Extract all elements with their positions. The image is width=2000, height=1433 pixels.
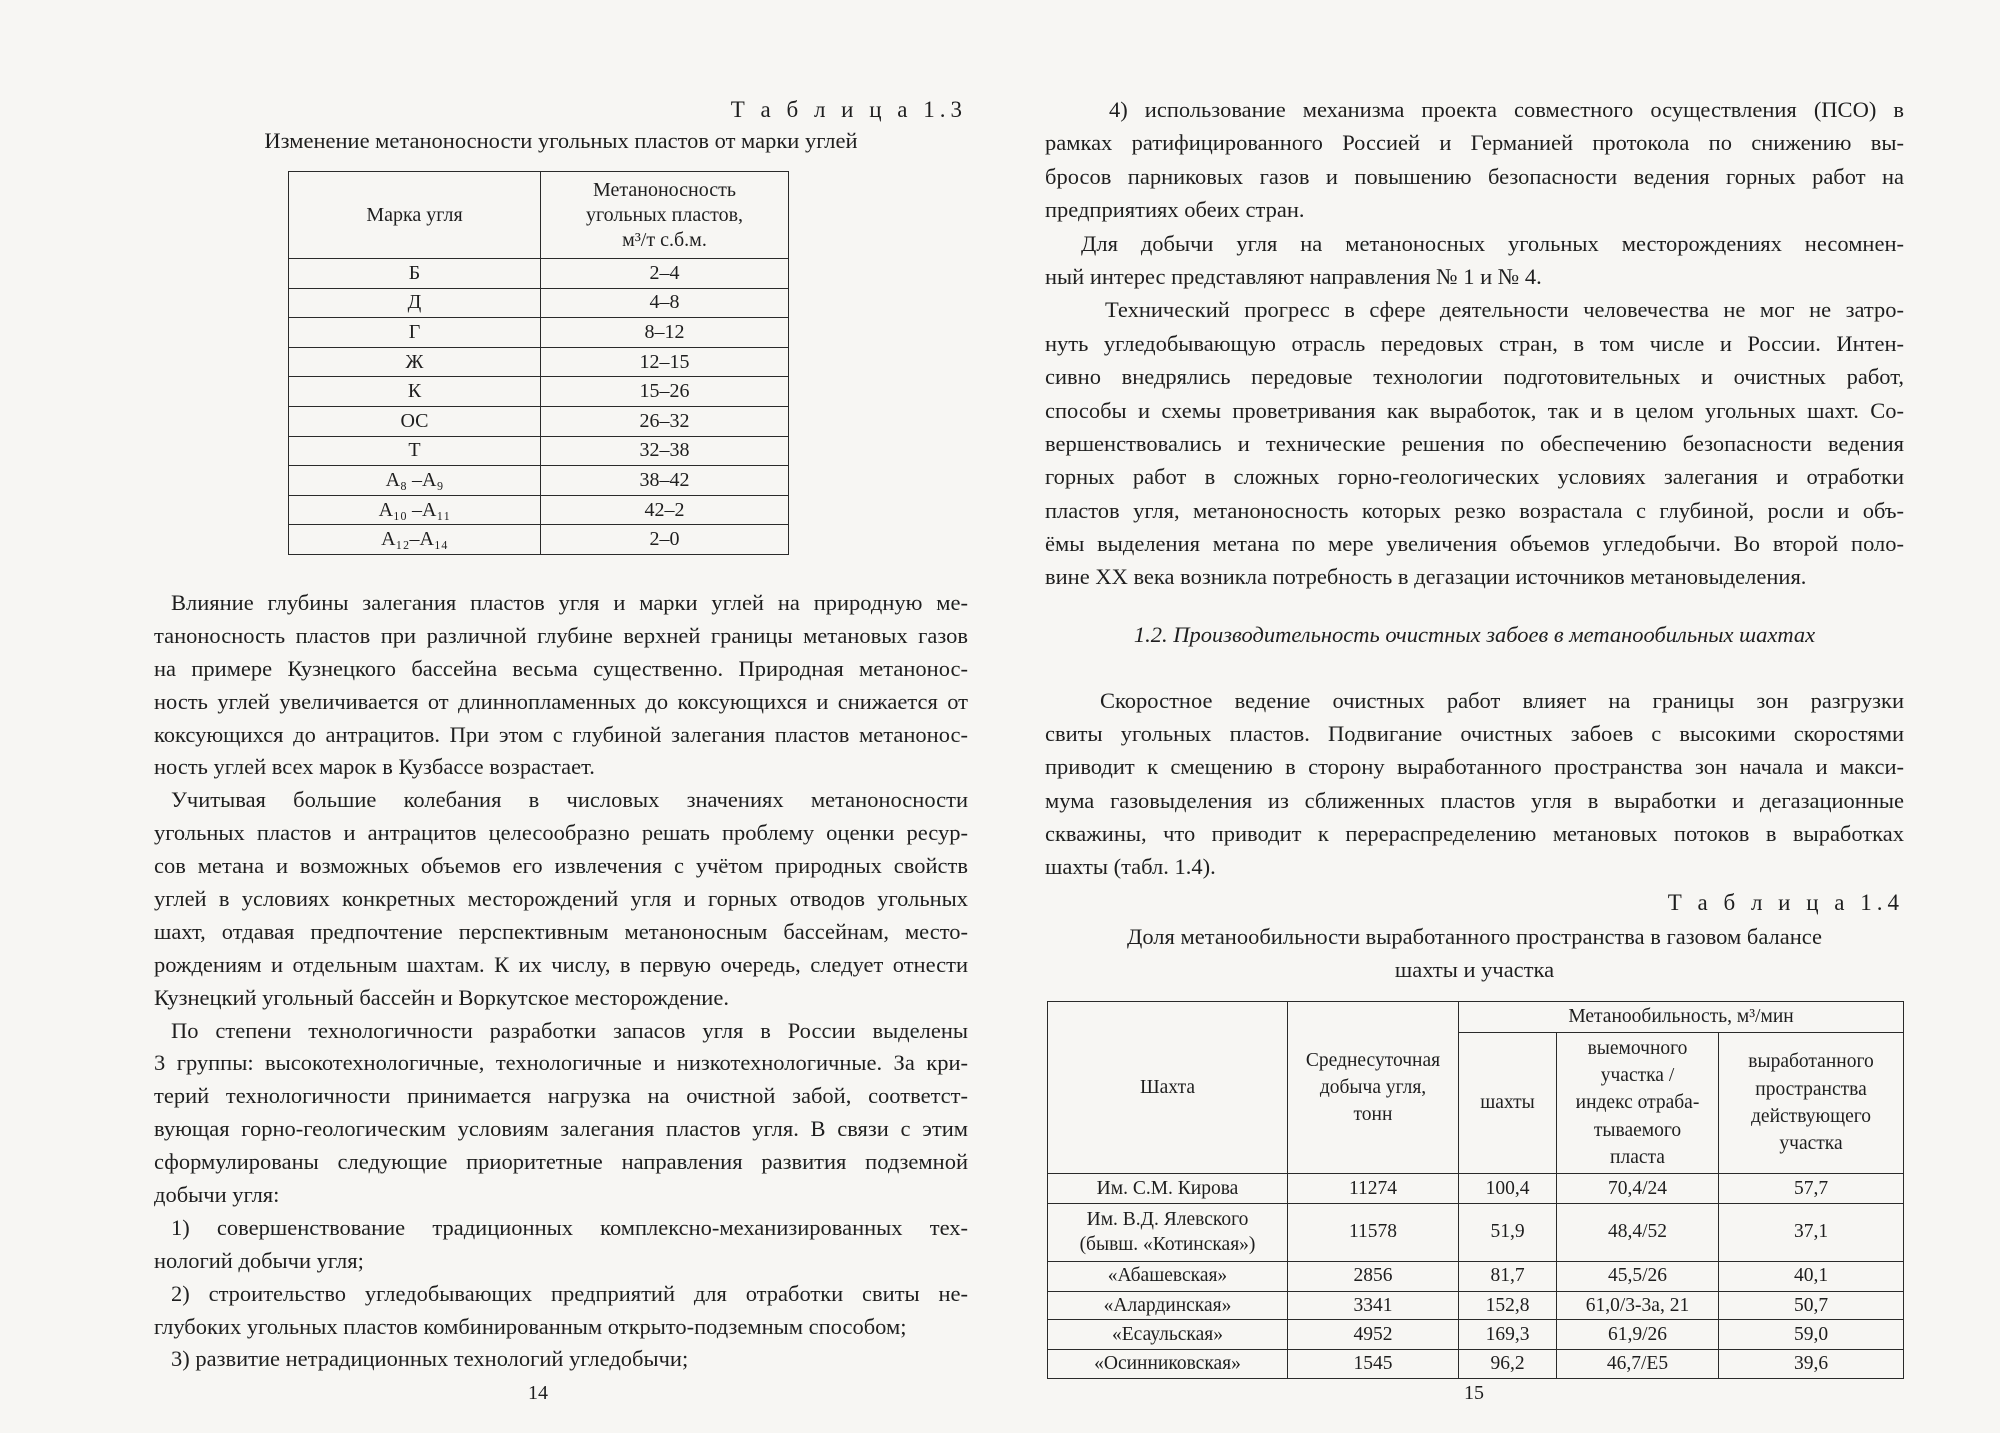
text-line: 3) развитие нетрадиционных технологий угледобычи;	[171, 1346, 689, 1372]
table-1-3	[288, 171, 789, 555]
table-row	[1048, 1203, 1904, 1261]
text-line: 2) строительство угледобывающих предприятий для отработки свиты не-	[171, 1280, 968, 1306]
paragraph	[154, 1212, 968, 1278]
text-line: пластов угля, метаноносность которых резко возрастала с глубиной, росли и объ-	[1045, 497, 1904, 523]
cell-mine-emission: 96,2	[1459, 1349, 1557, 1378]
cell-methane-content: 8–12	[541, 318, 789, 348]
text-line: нуть угледобывающую отрасль передовых стран, в том числе и России. Интен-	[1045, 330, 1904, 356]
header-daily-production: Среднесуточная добыча угля, тонн	[1288, 1002, 1459, 1174]
header-goaf: выработанного пространства действующего участка	[1719, 1033, 1904, 1174]
table-1-3-label: Т а б л и ц а 1.3	[730, 97, 967, 122]
text-line: вине XX века возникла потребность в дегазации источников метановыделения.	[1045, 564, 1807, 590]
cell-production: 2856	[1288, 1261, 1459, 1291]
cell-mine: «Есаульская»	[1048, 1319, 1288, 1349]
header-mine-total: шахты	[1459, 1033, 1557, 1174]
text-line: приводит к смещению в сторону выработанного пространства зон начала и макси-	[1045, 754, 1904, 780]
text-line: вующая горно-геологическим условиям залегания пластов угля. В связи с этим	[154, 1116, 968, 1142]
text-line: на примере Кузнецкого бассейна весьма существенно. Природная метанонос-	[154, 655, 968, 681]
paragraph	[1045, 93, 1904, 227]
cell-coal-grade: Т	[289, 436, 541, 466]
paragraph	[154, 1015, 968, 1212]
table-row	[289, 377, 789, 407]
text-line: мума газовыделения из сближенных пластов угля в выработки и дегазационные	[1045, 787, 1904, 813]
cell-mine-emission: 81,7	[1459, 1261, 1557, 1291]
text-line: вершенствовались и технические решения по обеспечению безопасности ведения	[1045, 430, 1904, 456]
cell-mine: «Абашевская»	[1048, 1261, 1288, 1291]
text-line: сивно внедрялись передовые технологии подготовительных и очистных работ,	[1045, 364, 1904, 390]
cell-mine-emission: 152,8	[1459, 1291, 1557, 1319]
text-line: бросов парниковых газов и повышению безопасности ведения горных работ на	[1045, 163, 1904, 189]
table-row	[289, 347, 789, 377]
section-heading: 1.2. Производительность очистных забоев в метанообильных шахтах	[1133, 622, 1816, 647]
text-line: скважины, что приводит к перераспределению метановых потоков в выработках	[1045, 820, 1904, 846]
cell-goaf-emission: 39,6	[1719, 1349, 1904, 1378]
cell-coal-grade: Г	[289, 318, 541, 348]
text-line: рамках ратифицированного Россией и Германией протокола по снижению вы-	[1045, 130, 1904, 156]
text-line: рождениям и отдельным шахтам. К их числу, в первую очередь, следует отнести	[154, 951, 968, 977]
table-1-4	[1047, 1001, 1904, 1379]
text-line: Скоростное ведение очистных работ влияет на границы зон разгрузки	[1100, 688, 1904, 713]
table-row	[1048, 1319, 1904, 1349]
text-line: свиты угольных пластов. Подвигание очистных забоев с высокими скоростями	[1045, 721, 1904, 747]
text-line: 3 группы: высокотехнологичные, технологичные и низкотехнологичные. За кри-	[154, 1050, 968, 1076]
right-page-text-top	[1045, 93, 1904, 594]
cell-production: 11274	[1288, 1174, 1459, 1204]
text-line: Учитывая большие колебания в числовых значениях метаноносности	[171, 787, 968, 813]
text-line: Технический прогресс в сфере деятельности человечества не мог не затро-	[1105, 297, 1904, 323]
cell-goaf-emission: 50,7	[1719, 1291, 1904, 1319]
header-coal-grade: Марка угля	[289, 172, 541, 259]
cell-mine-emission: 100,4	[1459, 1174, 1557, 1204]
cell-mine: «Осинниковская»	[1048, 1349, 1288, 1378]
cell-section-emission: 70,4/24	[1557, 1174, 1719, 1204]
cell-methane-content: 15–26	[541, 377, 789, 407]
cell-mine: Им. С.М. Кирова	[1048, 1174, 1288, 1204]
text-line: ность углей увеличивается от длиннопламенных до коксующихся и снижается от	[154, 688, 968, 714]
header-extraction-section: выемочного участка / индекс отраба- тываемого пласта	[1557, 1033, 1719, 1174]
text-line: ный интерес представляют направления № 1 и № 4.	[1045, 263, 1542, 289]
header-mine: Шахта	[1048, 1002, 1288, 1174]
text-line: Кузнецкий угольный бассейн и Воркутское месторождение.	[154, 984, 729, 1010]
paragraph	[1045, 227, 1904, 294]
cell-mine: «Алардинская»	[1048, 1291, 1288, 1319]
cell-methane-content: 32–38	[541, 436, 789, 466]
cell-methane-content: 38–42	[541, 466, 789, 496]
cell-coal-grade: А₁₂–А₁₄	[289, 525, 541, 555]
header-methane-content: Метаноносность угольных пластов, м³/т с.б.м.	[541, 172, 789, 259]
table-1-4-label: Т а б л и ц а 1.4	[1667, 890, 1904, 915]
text-line: ёмы выделения метана по мере увеличения объемов угледобычи. Во второй поло-	[1045, 531, 1904, 557]
cell-coal-grade: А₈ –А₉	[289, 466, 541, 496]
table-row	[289, 466, 789, 496]
table-row	[1048, 1349, 1904, 1378]
table-1-4-caption-line-2: шахты и участка	[1394, 957, 1555, 982]
cell-methane-content: 2–4	[541, 259, 789, 289]
text-line: Для добычи угля на метаноносных угольных месторождениях несомнен-	[1081, 230, 1904, 256]
paragraph	[154, 784, 968, 1014]
cell-methane-content: 26–32	[541, 406, 789, 436]
text-line: Влияние глубины залегания пластов угля и марки углей на природную ме-	[171, 590, 968, 615]
cell-section-emission: 61,9/26	[1557, 1319, 1719, 1349]
cell-production: 3341	[1288, 1291, 1459, 1319]
text-line: 4) использование механизма проекта совместного осуществления (ПСО) в	[1109, 97, 1904, 122]
cell-production: 4952	[1288, 1319, 1459, 1349]
cell-coal-grade: Б	[289, 259, 541, 289]
paragraph	[154, 587, 968, 784]
table-row	[289, 288, 789, 318]
text-line: терий технологичности принимается нагрузка на очистной забой, соответст-	[154, 1083, 968, 1109]
text-line: сов метана и возможных объемов его извлечения с учётом природных свойств	[154, 853, 968, 879]
cell-coal-grade: Д	[289, 288, 541, 318]
table-row	[1048, 1261, 1904, 1291]
table-row	[289, 436, 789, 466]
cell-coal-grade: ОС	[289, 406, 541, 436]
cell-methane-content: 2–0	[541, 525, 789, 555]
text-line: коксующихся до антрацитов. При этом с глубиной залегания пластов метанонос-	[154, 721, 968, 747]
cell-methane-content: 12–15	[541, 347, 789, 377]
table-1-4-caption-line-1: Доля метанообильности выработанного пространства в газовом балансе	[1126, 924, 1823, 949]
table-row	[289, 406, 789, 436]
cell-mine-emission: 51,9	[1459, 1203, 1557, 1261]
cell-goaf-emission: 59,0	[1719, 1319, 1904, 1349]
paragraph	[154, 1278, 968, 1344]
text-line: По степени технологичности разработки запасов угля в России выделены	[171, 1017, 968, 1043]
cell-section-emission: 46,7/Е5	[1557, 1349, 1719, 1378]
text-line: угольных пластов и антрацитов целесообразно решать проблему оценки ресур-	[154, 820, 968, 846]
text-line: 1) совершенствование традиционных комплексно-механизированных тех-	[171, 1214, 968, 1240]
cell-production: 1545	[1288, 1349, 1459, 1378]
cell-section-emission: 61,0/3-3а, 21	[1557, 1291, 1719, 1319]
text-line: шахты (табл. 1.4).	[1045, 853, 1216, 879]
cell-coal-grade: А₁₀ –А₁₁	[289, 495, 541, 525]
text-line: предприятиях обеих стран.	[1045, 197, 1305, 223]
text-line: нологий добычи угля;	[154, 1247, 364, 1273]
text-line: сформулированы следующие приоритетные направления развития подземной	[154, 1149, 968, 1175]
table-row	[289, 318, 789, 348]
cell-mine-emission: 169,3	[1459, 1319, 1557, 1349]
cell-methane-content: 42–2	[541, 495, 789, 525]
table-row	[1048, 1174, 1904, 1204]
text-line: горных работ в сложных горно-геологических условиях залегания и отработки	[1045, 464, 1904, 490]
paragraph	[1045, 684, 1904, 883]
cell-coal-grade: Ж	[289, 347, 541, 377]
text-line: глубоких угольных пластов комбинированным открыто-подземным способом;	[154, 1313, 907, 1339]
cell-coal-grade: К	[289, 377, 541, 407]
cell-methane-content: 4–8	[541, 288, 789, 318]
text-line: шахт, отдавая предпочтение перспективным метаноносным бассейнам, место-	[154, 918, 968, 944]
table-1-3-caption: Изменение метаноносности угольных пластов от марки углей	[264, 128, 858, 153]
table-row	[289, 259, 789, 289]
cell-section-emission: 48,4/52	[1557, 1203, 1719, 1261]
cell-goaf-emission: 40,1	[1719, 1261, 1904, 1291]
paragraph	[154, 1343, 968, 1376]
text-line: добычи угля:	[154, 1182, 280, 1208]
page-number-left: 14	[528, 1382, 548, 1404]
text-line: углей в условиях конкретных месторождений угля и горных отводов угольных	[154, 886, 968, 912]
page-number-right: 15	[1464, 1382, 1484, 1404]
table-row	[289, 495, 789, 525]
cell-mine: Им. В.Д. Ялевского (бывш. «Котинская»)	[1048, 1203, 1288, 1261]
cell-goaf-emission: 37,1	[1719, 1203, 1904, 1261]
text-line: ность углей всех марок в Кузбассе возрастает.	[154, 754, 595, 780]
cell-production: 11578	[1288, 1203, 1459, 1261]
paragraph	[1045, 293, 1904, 594]
cell-section-emission: 45,5/26	[1557, 1261, 1719, 1291]
text-line: таноносность пластов при различной глубине верхней границы метановых газов	[154, 622, 968, 648]
header-methane-emission: Метанообильность, м³/мин	[1459, 1002, 1904, 1033]
table-row	[1048, 1291, 1904, 1319]
left-page-text	[154, 587, 968, 1376]
cell-goaf-emission: 57,7	[1719, 1174, 1904, 1204]
table-row	[289, 525, 789, 555]
text-line: способы и схемы проветривания как выработок, так и в целом угольных шахт. Со-	[1045, 397, 1904, 423]
right-page-text-bottom	[1045, 684, 1904, 883]
